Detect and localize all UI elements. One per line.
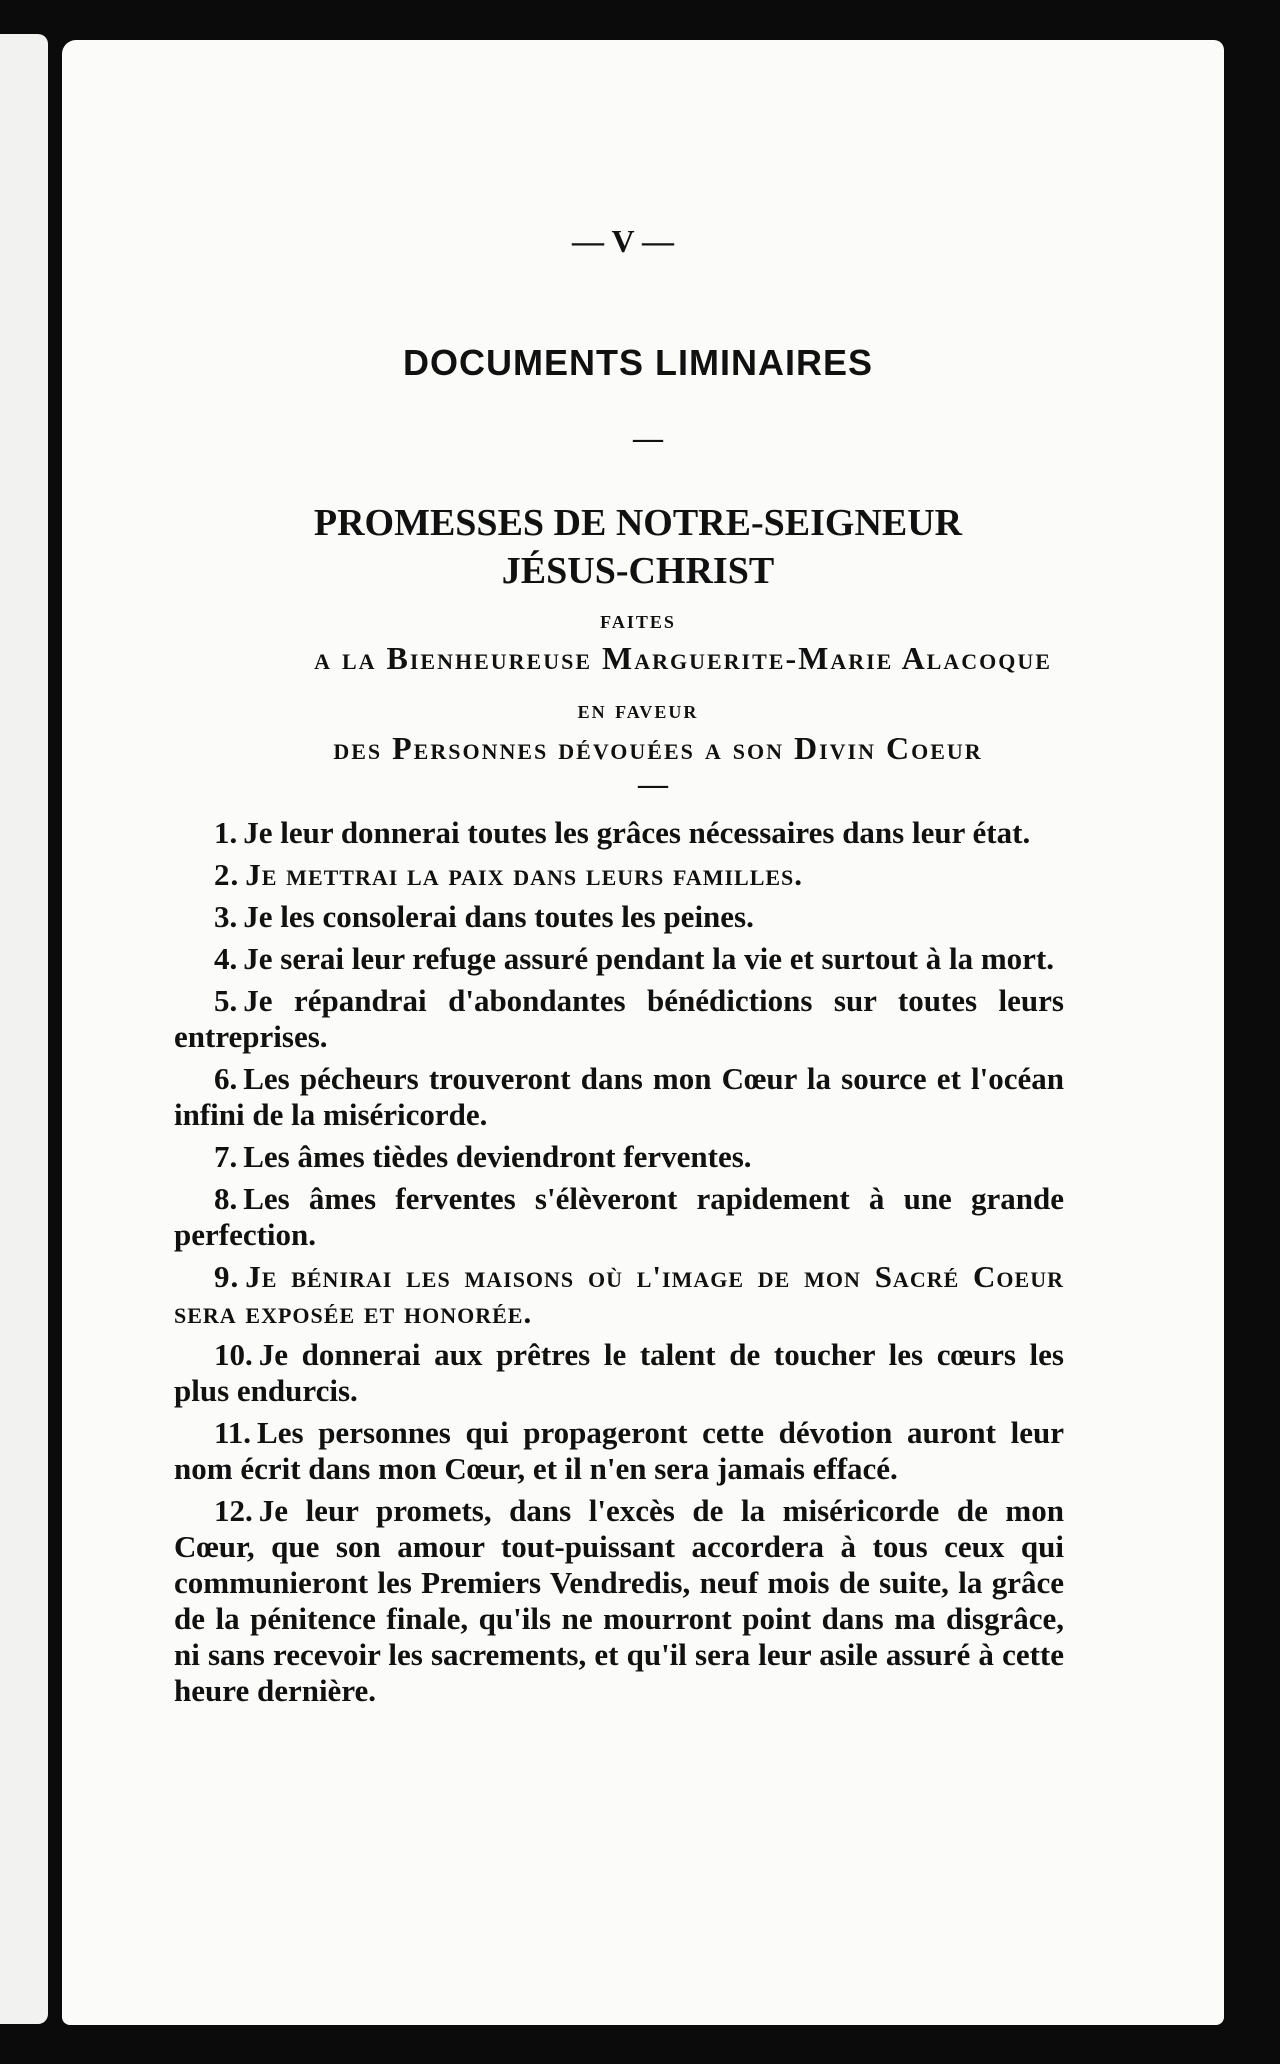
promise-item — [174, 1061, 1064, 1133]
beneficiaries-line: des Personnes dévouées a son Divin Coeur — [333, 730, 983, 766]
en-faveur-line: en faveur — [577, 695, 699, 724]
promise-text: Les âmes tièdes deviendront ferventes. — [243, 1139, 752, 1174]
separator-dash: — — [633, 422, 663, 455]
faites-line: faites — [600, 605, 676, 634]
promise-number: 11. — [214, 1415, 252, 1450]
dedication-line: a la Bienheureuse Marguerite-Marie Alacoque — [314, 640, 1052, 676]
promise-item — [174, 1259, 1064, 1331]
promise-item — [174, 857, 1064, 893]
promise-item — [174, 1181, 1064, 1253]
promise-item — [174, 983, 1064, 1055]
subtitle-line-1: PROMESSES DE NOTRE-SEIGNEUR — [313, 502, 963, 544]
promise-item — [174, 899, 1064, 935]
promise-number: 4. — [214, 941, 238, 976]
subtitle-line-2: JÉSUS-CHRIST — [501, 550, 775, 592]
adjacent-page-edge — [0, 34, 48, 2024]
promise-text: Je les consolerai dans toutes les peines. — [243, 899, 754, 934]
promise-item — [174, 1139, 1064, 1175]
promise-number: 3. — [214, 899, 238, 934]
promise-text: Je répandrai d'abondantes bénédictions sur toutes leurs entreprises. — [174, 983, 1064, 1054]
promise-number: 1. — [214, 815, 238, 850]
separator-dash: — — [638, 768, 668, 801]
promise-text: Je bénirai les maisons où l'image de mon Sacré Coeur sera exposée et honorée. — [174, 1259, 1064, 1330]
promise-number: 10. — [214, 1337, 253, 1372]
promise-number: 5. — [214, 983, 238, 1018]
promise-item — [174, 1415, 1064, 1487]
promise-number: 7. — [214, 1139, 238, 1174]
page-folio: — V — — [572, 223, 674, 259]
promise-item — [174, 941, 1064, 977]
promise-text: Les pécheurs trouveront dans mon Cœur la source et l'océan infini de la miséricorde. — [174, 1061, 1064, 1132]
promise-number: 2. — [214, 857, 240, 892]
promise-text: Je leur donnerai toutes les grâces nécessaires dans leur état. — [243, 815, 1031, 850]
promise-text: Je donnerai aux prêtres le talent de toucher les cœurs les plus endurcis. — [174, 1337, 1064, 1408]
promise-item — [174, 1493, 1064, 1709]
promise-text: Je mettrai la paix dans leurs familles. — [245, 857, 804, 892]
promise-text: Les personnes qui propageront cette dévotion auront leur nom écrit dans mon Cœur, et il n'en sera jamais effacé. — [174, 1415, 1064, 1486]
promise-text: Les âmes ferventes s'élèveront rapidement à une grande perfection. — [174, 1181, 1064, 1252]
promise-item — [174, 815, 1064, 851]
promise-text: Je leur promets, dans l'excès de la miséricorde de mon Cœur, que son amour tout-puissant accordera à tous ceux qui communieront les Premiers Vendredis, neuf mois de suite, la grâce de la pénitence finale, qu'ils ne mourront point dans ma disgrâce, ni sans recevoir les sacrements, et qu'il sera leur asile assuré à cette heure dernière. — [174, 1493, 1064, 1708]
book-page — [62, 40, 1224, 2025]
promise-number: 9. — [214, 1259, 240, 1294]
promise-number: 8. — [214, 1181, 238, 1216]
promise-item — [174, 1337, 1064, 1409]
promises-list — [174, 815, 1064, 1715]
promise-text: Je serai leur refuge assuré pendant la vie et surtout à la mort. — [243, 941, 1055, 976]
promise-number: 12. — [214, 1493, 253, 1528]
promise-number: 6. — [214, 1061, 238, 1096]
page-title: DOCUMENTS LIMINAIRES — [403, 342, 873, 383]
